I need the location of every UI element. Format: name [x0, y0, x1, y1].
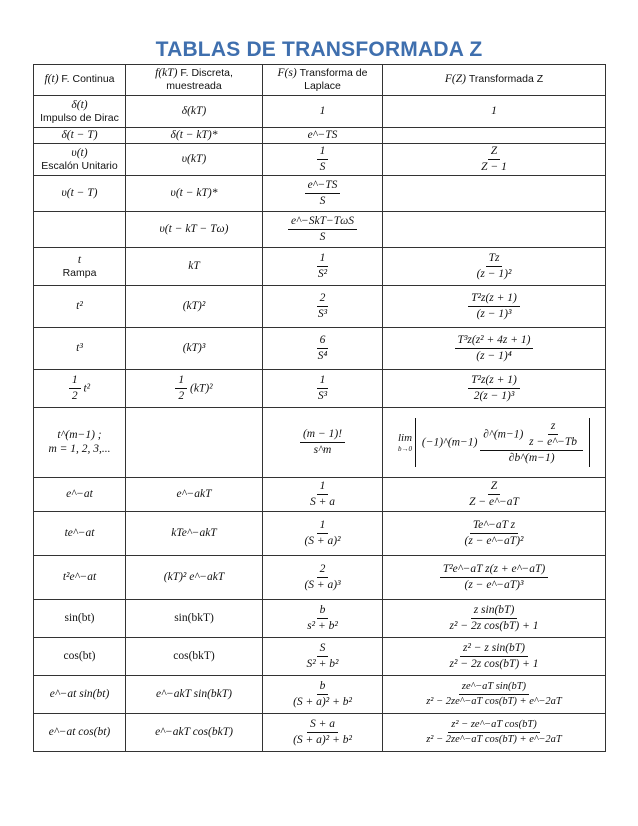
cell-continuous: cos(bt): [34, 638, 126, 676]
cell-z: $\frac{\text{ze\textasciicircum{}−aT sin(bT)}}{\text{z² − 2ze\textasciicircum{}−aT cos(bT) + e\textasciicircum{}−2aT}}$: [383, 676, 606, 714]
header-z-transform: F(Z) Transformada Z: [383, 65, 606, 96]
cell-laplace: $\frac{\text{e\textasciicircum{}−SkT−TωS}}{S}$: [263, 212, 383, 248]
table-row: [34, 328, 606, 370]
cell-continuous: δ(t) Impulso de Dirac: [34, 96, 126, 128]
cell-discrete: sin(bkT): [126, 600, 263, 638]
cell-continuous: sin(bt): [34, 600, 126, 638]
table-row: [34, 370, 606, 408]
header-discrete: f(kT) F. Discreta, muestreada: [126, 65, 263, 96]
cell-discrete: e^−akT: [126, 478, 263, 512]
cell-z: $\frac{Z}{Z - e\^{}-aT}$: [383, 478, 606, 512]
table-row: [34, 512, 606, 556]
cell-continuous: t^(m−1) ; m = 1, 2, 3,...: [34, 408, 126, 478]
table-row: [34, 600, 606, 638]
cell-continuous: $\frac{1}{2}$ t²: [34, 370, 126, 408]
cell-discrete: δ(kT): [126, 96, 263, 128]
cell-discrete: kT: [126, 248, 263, 286]
cell-z: lim b→0 (−1)^(m−1) ∂^(m−1) $\frac{z}{z - e\^{}-Tb}$ ∂b^(m−1): [383, 408, 606, 478]
cell-laplace: $\frac{1}{S}$: [263, 144, 383, 176]
cell-z: $\frac{\text{z² − ze\textasciicircum{}−aT cos(bT)}}{\text{z² − 2ze\textasciicircum{}−aT cos(bT) + e\textasciicircum{}−2aT}}$: [383, 714, 606, 752]
cell-continuous: e^−at cos(bt): [34, 714, 126, 752]
cell-discrete: (kT)³: [126, 328, 263, 370]
cell-discrete: υ(t − kT)*: [126, 176, 263, 212]
cell-continuous: te^−at: [34, 512, 126, 556]
cell-discrete: [126, 408, 263, 478]
table-row: [34, 212, 606, 248]
cell-z: $\frac{\text{T²z(z + 1)}}{\text{2(z − 1)³}}$: [383, 370, 606, 408]
cell-laplace: $\frac{1}{S + a}$: [263, 478, 383, 512]
cell-laplace: $\frac{1}{\text{S²}}$: [263, 248, 383, 286]
cell-laplace: 1: [263, 96, 383, 128]
cell-continuous: t²: [34, 286, 126, 328]
cell-discrete: (kT)²: [126, 286, 263, 328]
cell-laplace: $\frac{S + a}{\text{(S + a)² + b²}}$: [263, 714, 383, 752]
cell-z: $\frac{Z}{Z - 1}$: [383, 144, 606, 176]
cell-laplace: $\frac{S}{\text{S² + b²}}$: [263, 638, 383, 676]
cell-laplace: $\frac{(m - 1)!}{s\^{}m}$: [263, 408, 383, 478]
cell-continuous: υ(t) Escalón Unitario: [34, 144, 126, 176]
cell-laplace: $\frac{2}{\text{(S + a)³}}$: [263, 556, 383, 600]
header-laplace: F(s) Transforma de Laplace: [263, 65, 383, 96]
table-row: [34, 408, 606, 478]
cell-z: $\frac{\text{z² − z sin(bT)}}{\text{z² − 2z cos(bT) + 1}}$: [383, 638, 606, 676]
table-header-row: [34, 65, 606, 96]
cell-continuous: t²e^−at: [34, 556, 126, 600]
cell-discrete: kTe^−akT: [126, 512, 263, 556]
cell-z: $\frac{\text{Te\textasciicircum{}−aT z}}{\text{(z − e\textasciicircum{}−aT)²}}$: [383, 512, 606, 556]
cell-discrete: δ(t − kT)*: [126, 128, 263, 144]
table-row: [34, 96, 606, 128]
cell-z: $\frac{\text{T²e\textasciicircum{}−aT z(z + e\textasciicircum{}−aT)}}{\text{(z − e\textasciicircum{}−aT)³}}$: [383, 556, 606, 600]
cell-discrete: cos(bkT): [126, 638, 263, 676]
table-row: [34, 176, 606, 212]
table-row: [34, 286, 606, 328]
cell-laplace: $\frac{e\^{}-TS}{S}$: [263, 176, 383, 212]
cell-discrete: υ(t − kT − Tω): [126, 212, 263, 248]
cell-z: $\frac{\text{T²z(z + 1)}}{\text{(z − 1)³}}$: [383, 286, 606, 328]
table-row: [34, 556, 606, 600]
cell-discrete: e^−akT cos(bkT): [126, 714, 263, 752]
cell-continuous: t³: [34, 328, 126, 370]
table-row: [34, 248, 606, 286]
cell-laplace: $\frac{1}{\text{(S + a)²}}$: [263, 512, 383, 556]
cell-continuous: υ(t − T): [34, 176, 126, 212]
cell-z: 1: [383, 96, 606, 128]
cell-continuous: [34, 212, 126, 248]
table-row: [34, 714, 606, 752]
cell-z: $\frac{\text{T³z(z² + 4z + 1)}}{\text{(z − 1)⁴}}$: [383, 328, 606, 370]
table-row: [34, 144, 606, 176]
cell-discrete: $\frac{1}{2}$ (kT)²: [126, 370, 263, 408]
table-row: [34, 128, 606, 144]
cell-z: [383, 176, 606, 212]
cell-continuous: δ(t − T): [34, 128, 126, 144]
cell-z: $\frac{Tz}{\text{(z − 1)²}}$: [383, 248, 606, 286]
cell-discrete: (kT)² e^−akT: [126, 556, 263, 600]
bracket-expression: (−1)^(m−1) ∂^(m−1) $\frac{z}{z - e\^{}-Tb}$ ∂b^(m−1): [415, 418, 590, 468]
cell-continuous: t Rampa: [34, 248, 126, 286]
cell-discrete: υ(kT): [126, 144, 263, 176]
cell-z: [383, 128, 606, 144]
cell-laplace: $\frac{b}{\text{s² + b²}}$: [263, 600, 383, 638]
table-row: [34, 478, 606, 512]
cell-laplace: $\frac{b}{\text{(S + a)² + b²}}$: [263, 676, 383, 714]
cell-continuous: e^−at: [34, 478, 126, 512]
cell-laplace: $\frac{1}{\text{S³}}$: [263, 370, 383, 408]
cell-continuous: e^−at sin(bt): [34, 676, 126, 714]
header-continuous: f(t) F. Continua: [34, 65, 126, 96]
cell-laplace: $\frac{2}{\text{S³}}$: [263, 286, 383, 328]
table-row: [34, 638, 606, 676]
cell-laplace: $\frac{6}{\text{S⁴}}$: [263, 328, 383, 370]
z-transform-table: [33, 64, 606, 752]
cell-z: [383, 212, 606, 248]
page-title: TABLAS DE TRANSFORMADA Z: [155, 38, 483, 61]
table-row: [34, 676, 606, 714]
cell-laplace: e^−TS: [263, 128, 383, 144]
cell-discrete: e^−akT sin(bkT): [126, 676, 263, 714]
cell-z: $\frac{\text{z sin(bT)}}{\text{z² − 2z cos(bT) + 1}}$: [383, 600, 606, 638]
